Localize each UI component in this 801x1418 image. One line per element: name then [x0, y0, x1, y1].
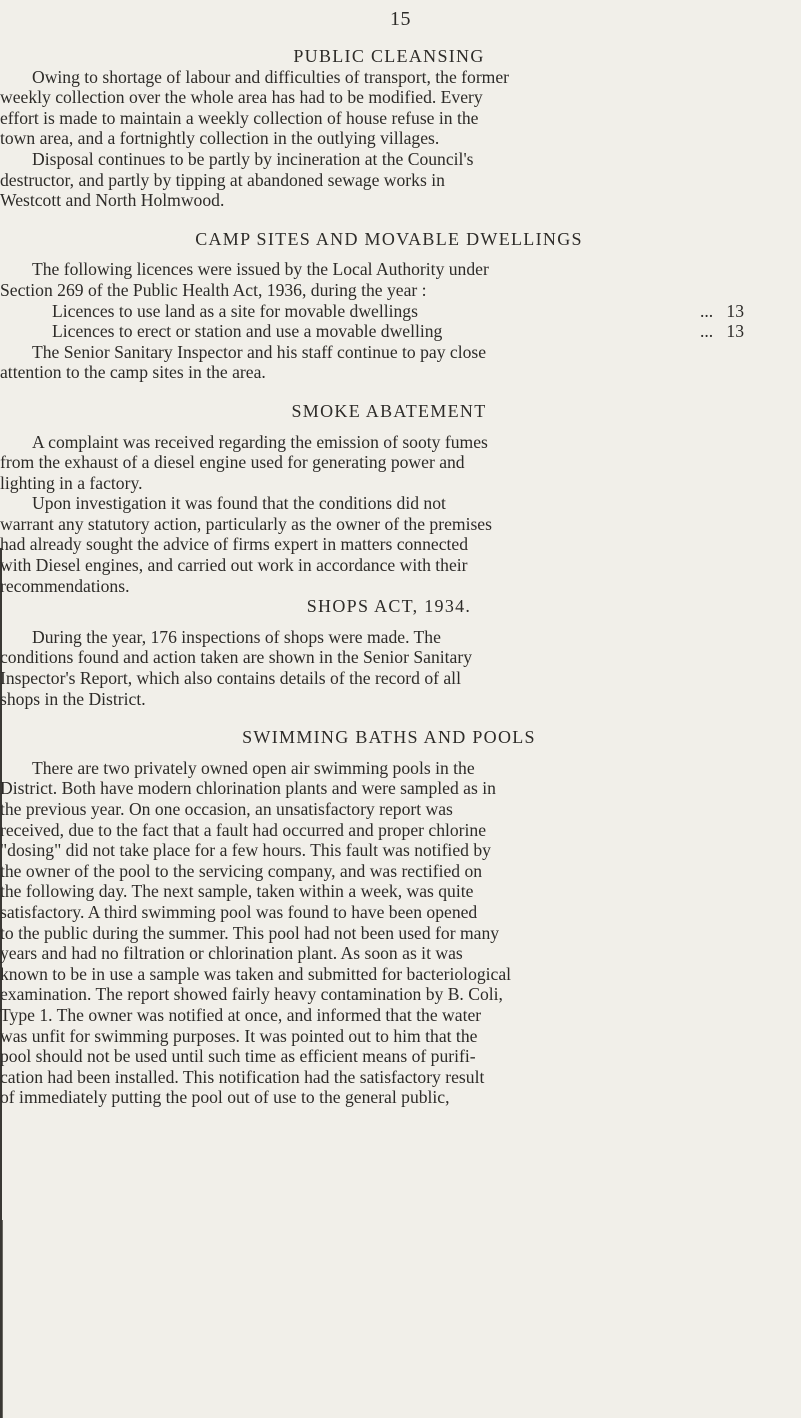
- text-line: years and had no filtration or chlorination plant. As soon as it was: [0, 943, 463, 964]
- heading-shops-act: SHOPS ACT, 1934.: [306, 596, 472, 617]
- heading-smoke-abatement: SMOKE ABATEMENT: [291, 400, 487, 421]
- text-line: from the exhaust of a diesel engine used for generating power and: [0, 452, 465, 473]
- page-body: [0, 46, 778, 1108]
- text-line: conditions found and action taken are shown in the Senior Sanitary: [0, 647, 472, 668]
- text-line: with Diesel engines, and carried out work in accordance with their: [0, 555, 468, 576]
- leader-dots: ...: [700, 300, 714, 321]
- text-line: Inspector's Report, which also contains details of the record of all: [0, 668, 461, 689]
- leader-dots: ...: [700, 321, 714, 342]
- section-camp-sites: [0, 229, 778, 383]
- text-line: Type 1. The owner was notified at once, and informed that the water: [0, 1004, 482, 1025]
- heading-swimming: SWIMMING BATHS AND POOLS: [242, 727, 536, 748]
- text-line: Section 269 of the Public Health Act, 1936, during the year :: [0, 279, 427, 300]
- section-swimming: [0, 727, 778, 1108]
- text-line: to the public during the summer. This pool had not been used for many: [0, 922, 500, 943]
- paragraph: [0, 627, 778, 709]
- paragraph: [0, 758, 778, 1108]
- paragraph: [0, 432, 778, 494]
- text-line: The following licences were issued by the Local Authority under: [32, 259, 489, 280]
- text-line: District. Both have modern chlorination plants and were sampled as in: [0, 778, 496, 799]
- licence-list: [0, 301, 778, 342]
- text-line: examination. The report showed fairly heavy contamination by B. Coli,: [0, 984, 503, 1005]
- section-public-cleansing: [0, 46, 778, 211]
- paragraph: [0, 342, 778, 383]
- text-line: the following day. The next sample, taken within a week, was quite: [0, 881, 474, 902]
- paragraph: [0, 149, 778, 211]
- licence-label: Licences to use land as a site for movable dwellings: [52, 300, 418, 321]
- section-smoke-abatement: [0, 401, 778, 596]
- text-line: The Senior Sanitary Inspector and his staff continue to pay close: [32, 341, 487, 362]
- text-line: pool should not be used until such time as efficient means of purifi-: [0, 1046, 476, 1067]
- list-item: [0, 301, 778, 322]
- licence-count: 13: [726, 300, 744, 321]
- text-line: satisfactory. A third swimming pool was found to have been opened: [0, 901, 478, 922]
- text-line: the owner of the pool to the servicing company, and was rectified on: [0, 860, 483, 881]
- text-line: lighting in a factory.: [0, 472, 143, 493]
- text-line: the previous year. On one occasion, an unsatisfactory report was: [0, 799, 453, 819]
- text-line: "dosing" did not take place for a few hours. This fault was notified by: [0, 840, 491, 861]
- text-line: received, due to the fact that a fault had occurred and proper chlorine: [0, 819, 487, 840]
- text-line: Owing to shortage of labour and difficulties of transport, the former: [32, 66, 510, 87]
- text-line: recommendations.: [0, 575, 130, 596]
- heading-camp-sites: CAMP SITES AND MOVABLE DWELLINGS: [195, 228, 583, 249]
- text-line: town area, and a fortnightly collection in the outlying villages.: [0, 128, 440, 149]
- heading-public-cleansing: PUBLIC CLEANSING: [293, 46, 485, 66]
- page-number: 15: [390, 8, 411, 30]
- licence-count-wrap: [700, 321, 744, 342]
- text-line: attention to the camp sites in the area.: [0, 362, 266, 383]
- text-line: had already sought the advice of firms expert in matters connected: [0, 534, 469, 555]
- section-shops-act: [0, 596, 778, 709]
- paragraph: [0, 259, 778, 300]
- licence-label: Licences to erect or station and use a movable dwelling: [52, 321, 443, 342]
- paragraph: [0, 67, 778, 149]
- text-line: Westcott and North Holmwood.: [0, 190, 225, 211]
- licence-count-wrap: [700, 301, 744, 322]
- text-line: warrant any statutory action, particularly as the owner of the premises: [0, 513, 492, 534]
- list-item: [0, 321, 778, 342]
- text-line: During the year, 176 inspections of shops were made. The: [32, 626, 441, 647]
- text-line: There are two privately owned open air swimming pools in the: [32, 757, 475, 778]
- text-line: weekly collection over the whole area has had to be modified. Every: [0, 87, 483, 108]
- binding-edge-inner: [2, 1220, 3, 1418]
- text-line: of immediately putting the pool out of use to the general public,: [0, 1087, 450, 1108]
- text-line: Upon investigation it was found that the conditions did not: [32, 493, 446, 514]
- licence-count: 13: [726, 321, 744, 342]
- text-line: was unfit for swimming purposes. It was pointed out to him that the: [0, 1025, 478, 1046]
- text-line: effort is made to maintain a weekly collection of house refuse in the: [0, 107, 479, 128]
- text-line: A complaint was received regarding the emission of sooty fumes: [32, 431, 488, 452]
- text-line: cation had been installed. This notification had the satisfactory result: [0, 1066, 485, 1087]
- text-line: Disposal continues to be partly by incineration at the Council's: [32, 148, 474, 169]
- text-line: known to be in use a sample was taken and submitted for bacteriological: [0, 963, 512, 984]
- text-line: destructor, and partly by tipping at abandoned sewage works in: [0, 169, 445, 190]
- text-line: shops in the District.: [0, 688, 146, 709]
- paragraph: [0, 493, 778, 596]
